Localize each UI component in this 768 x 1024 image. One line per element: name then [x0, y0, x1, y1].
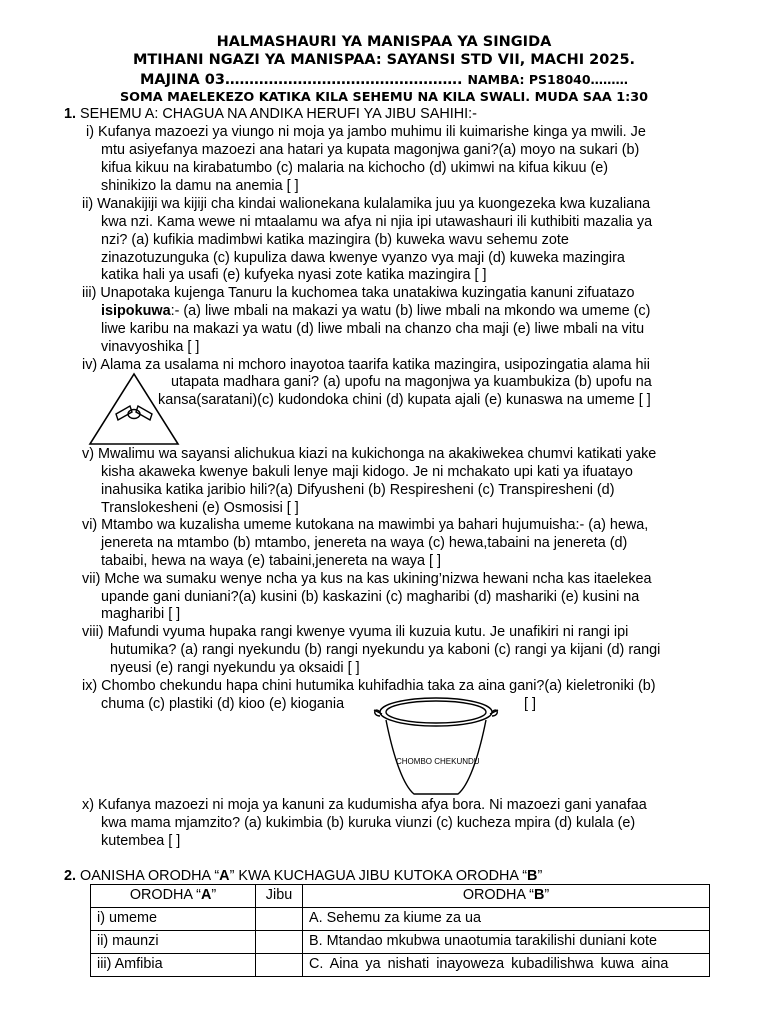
- orodha-b-cell: A. Sehemu za kiume za ua: [303, 908, 710, 931]
- isipokuwa-word: isipokuwa: [101, 303, 171, 319]
- red-bin-pot-icon: [368, 690, 504, 798]
- question-line-rest: :- (a) liwe mbali na makazi ya watu (b) liwe mbali na mkondo wa umeme (c): [170, 303, 651, 319]
- question-line: kansa(saratani)(c) kudondoka chini (d) kupata ajali (e) kunaswa na umeme [ ]: [158, 392, 651, 408]
- jibu-cell[interactable]: [256, 954, 303, 977]
- namba-label: NAMBA: PS18040………: [467, 72, 629, 87]
- question-line: vi) Mtambo wa kuzalisha umeme kutokana na mawimbi ya bahari hujumuisha:- (a) hewa,: [82, 517, 649, 533]
- candidate-line: MAJINA 03…………………………………………. NAMBA: PS18040………: [139, 72, 629, 88]
- table-row: [91, 931, 710, 954]
- orodha-a-cell: ii) maunzi: [91, 931, 256, 954]
- question-line: vii) Mche wa sumaku wenye ncha ya kus na kas ukining’nizwa hewani ncha kas itaelekea: [82, 571, 652, 587]
- question-line: tabaibi, hewa na waya (e) tabaini,jenereta na waya [ ]: [101, 553, 441, 569]
- section-a-heading: [64, 106, 477, 123]
- question-line: Translokesheni (e) Osmosisi [ ]: [101, 500, 299, 516]
- question-line: nyeusi (e) rangi nyekundu ya oksaidi [ ]: [110, 660, 360, 676]
- question-line: utapata madhara gani? (a) upofu na magonjwa ya kuambukiza (b) upofu na: [171, 374, 652, 390]
- council-title: HALMASHAURI YA MANISPAA YA SINGIDA: [216, 34, 552, 50]
- majina-dots: …………………………………………: [224, 72, 457, 88]
- safety-sign-triangle-icon: [86, 370, 182, 448]
- question-line: viii) Mafundi vyuma hupaka rangi kwenye vyuma ili kuzuia kutu. Je unafikiri ni rangi ipi: [82, 624, 629, 640]
- question-line: inahusika katika jaribio hili?(a) Difyusheni (b) Respiresheni (c) Transpiresheni (d): [101, 482, 615, 498]
- section-2-title-p2: ” KWA KUCHAGUA JIBU KUTOKA ORODHA “: [229, 868, 528, 884]
- jibu-cell[interactable]: [256, 908, 303, 931]
- jibu-cell[interactable]: [256, 931, 303, 954]
- section-2-title-a: A: [219, 868, 230, 884]
- question-line: v) Mwalimu wa sayansi alichukua kiazi na kukichonga na akakiwekea chumvi katikati yake: [82, 446, 657, 462]
- question-line: kwa nzi. Kama wewe ni mtaalamu wa afya ni njia ipi utawashauri ili kuthibiti mazalia ya: [101, 214, 653, 230]
- pot-label: CHOMBO CHEKUNDU: [396, 757, 480, 766]
- question-line: ix) Chombo chekundu hapa chini hutumika kuhifadhia taka za aina gani?(a) kieletroniki (b): [82, 678, 656, 694]
- question-line: zinazotuzunguka (c) kupuliza dawa kwenye vyanzo vya maji (d) kuweka mazingira: [101, 250, 625, 266]
- question-line: kisha akaweka kwenye bakuli lenye maji kidogo. Je ni mchakato upi kati ya ifuatayo: [101, 464, 633, 480]
- exam-title: MTIHANI NGAZI YA MANISPAA: SAYANSI STD VII, MACHI 2025.: [132, 52, 636, 68]
- question-line: upande gani duniani?(a) kusini (b) kaskazini (c) magharibi (d) mashariki (e) kusini na: [101, 589, 640, 605]
- question-line: jenereta na mtambo (b) mtambo, jenereta na waya (c) hewa,tabaini na jenereta (d): [101, 535, 628, 551]
- question-line: iii) Unapotaka kujenga Tanuru la kuchomea taka unatakiwa kuzingatia kanuni zifuatazo: [82, 285, 635, 301]
- table-row: [91, 908, 710, 931]
- question-line: hutumika? (a) rangi nyekundu (b) rangi nyekundu ya kaboni (c) rangi ya kijani (d) rangi: [110, 642, 661, 658]
- question-line: chuma (c) plastiki (d) kioo (e) kiogania: [101, 696, 345, 712]
- orodha-a-header: ORODHA “A”: [91, 885, 256, 908]
- question-line: x) Kufanya mazoezi ni moja ya kanuni za kudumisha afya bora. Ni mazoezi gani yanafaa: [82, 797, 647, 813]
- section-2-title-p3: ”: [537, 868, 543, 884]
- majina-label: MAJINA 03: [139, 72, 225, 88]
- question-line: vinavyoshika [ ]: [101, 339, 200, 355]
- section-a-number: 1.: [64, 106, 77, 122]
- question-line: kutembea [ ]: [101, 833, 181, 849]
- question-line: iv) Alama za usalama ni mchoro inayotoa taarifa katika mazingira, usipozingatia alama hii: [82, 357, 650, 373]
- section-2-title-p1: OANISHA ORODHA “: [80, 868, 220, 884]
- answer-bracket: [ ]: [524, 696, 536, 712]
- question-line: shinikizo la damu na anemia [ ]: [101, 178, 299, 194]
- orodha-a-cell: iii) Amfibia: [91, 954, 256, 977]
- question-line: i) Kufanya mazoezi ya viungo ni moja ya jambo muhimu ili kuimarishe kinga ya mwili. Je: [86, 124, 646, 140]
- question-line: ii) Wanakijiji wa kijiji cha kindai walionekana kulalamika juu ya kuongezeka kwa kuzaliana: [82, 196, 651, 212]
- question-line: magharibi [ ]: [101, 606, 181, 622]
- question-line: kifua kikuu na kirabatumbo (c) malaria na kichocho (d) ukimwi na kifua kikuu (e): [101, 160, 609, 176]
- orodha-b-header: ORODHA “B”: [303, 885, 710, 908]
- orodha-a-cell: i) umeme: [91, 908, 256, 931]
- table-row: [91, 954, 710, 977]
- question-line: nzi? (a) kufikia madimbwi katika mazingira (b) kuweka wavu sehemu zote: [101, 232, 569, 248]
- table-header-row: [91, 885, 710, 908]
- question-line: mtu asiyefanya mazoezi ana hatari ya kupata magonjwa gani?(a) moyo na sukari (b): [101, 142, 640, 158]
- section-a-title: SEHEMU A: CHAGUA NA ANDIKA HERUFI YA JIBU SAHIHI:-: [80, 106, 477, 122]
- section-2-number: 2.: [64, 868, 77, 884]
- section-2-heading: [64, 868, 542, 885]
- question-line: [101, 303, 650, 320]
- instructions: SOMA MAELEKEZO KATIKA KILA SEHEMU NA KILA SWALI. MUDA SAA 1:30: [119, 90, 649, 105]
- question-line: katika hali ya usafi (e) kufyeka nyasi zote katika mazingira [ ]: [101, 267, 487, 283]
- section-2-title-b: B: [527, 868, 538, 884]
- question-line: kwa mama mjamzito? (a) kukimbia (b) kuruka viunzi (c) kucheza mpira (d) kulala (e): [101, 815, 636, 831]
- matching-table: [90, 884, 710, 977]
- orodha-b-cell: B. Mtandao mkubwa unaotumia tarakilishi duniani kote: [303, 931, 710, 954]
- orodha-b-cell: C. Aina ya nishati inayoweza kubadilishwa kuwa aina: [303, 954, 710, 977]
- question-line: liwe karibu na makazi ya watu (d) liwe mbali na chanzo cha maji (e) liwe mbali na vitu: [101, 321, 645, 337]
- jibu-header: Jibu: [256, 885, 303, 908]
